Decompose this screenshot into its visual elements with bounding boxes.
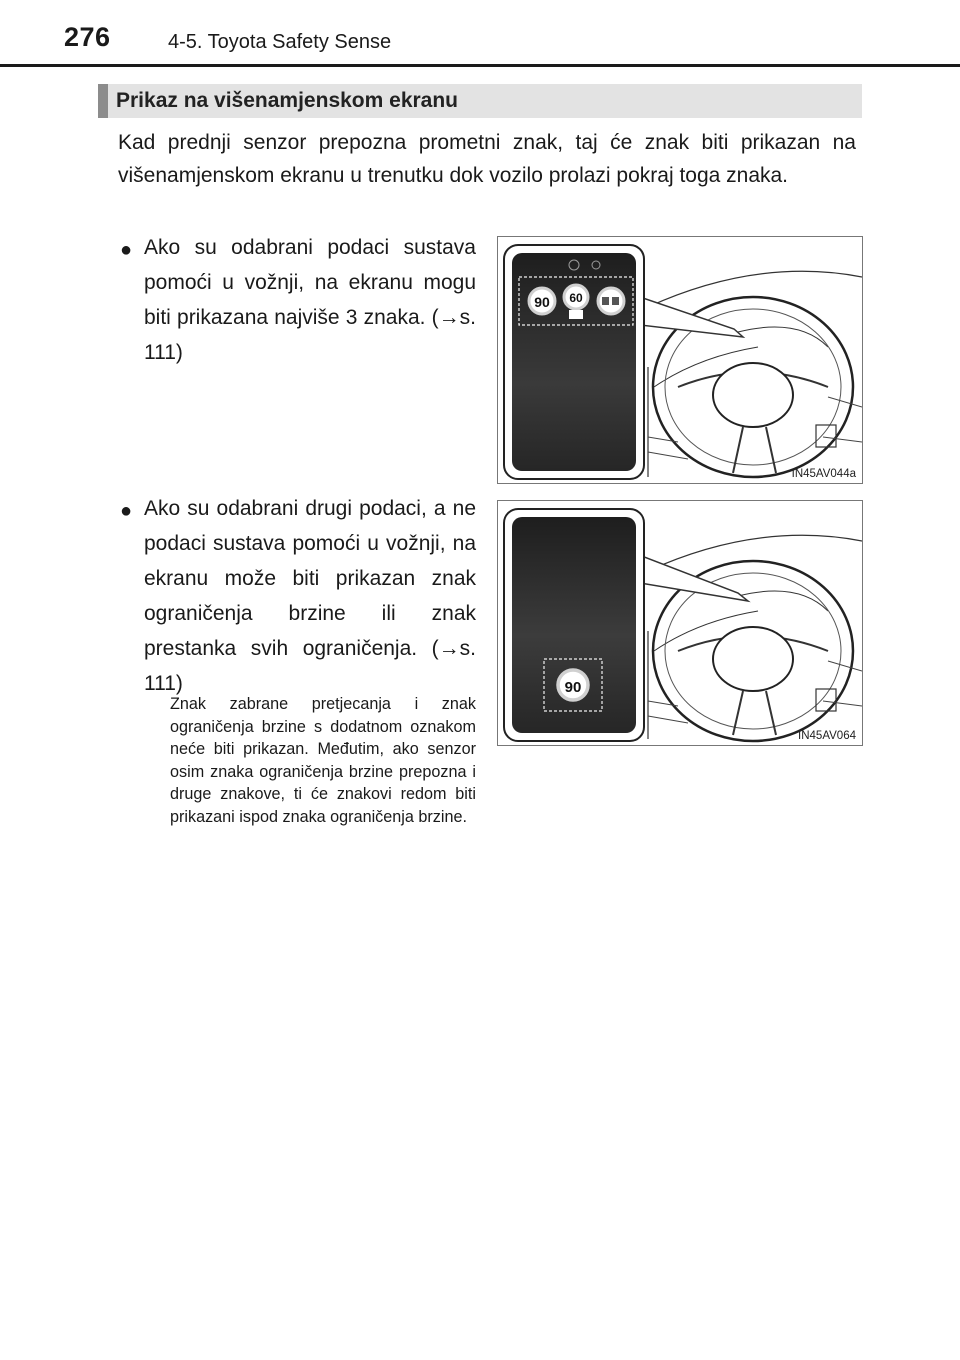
bullet-text-2: Ako su odabrani drugi podaci, a ne podaci sustava pomoći u vožnji, na ekranu može biti prikazan znak ograničenja brzine ili znak prestanka svih ograničenja. (→s. 111) — [144, 497, 476, 695]
cockpit-illustration-1 — [498, 237, 862, 483]
section-reference: 4-5. Toyota Safety Sense — [168, 31, 392, 53]
speed-sign-label: 90 — [534, 294, 550, 310]
note-paragraph: Znak zabrane pretjecanja i znak ograničenja brzine s dodatnom oznakom neće biti prikazan. Međutim, ako senzor osim znaka ograničenja brzine prepozna i druge znakove, ti će znakovi redom biti prikazani ispod znaka ograničenja brzine. — [170, 695, 476, 826]
figure-code: IN45AV044a — [791, 468, 856, 480]
bullet-text-1: Ako su odabrani podaci sustava pomoći u vožnji, na ekranu mogu biti prikazana najviše 3 znaka. (→s. 111) — [144, 236, 476, 364]
bullet-marker: ● — [120, 239, 133, 261]
figure-display-three-signs — [497, 236, 863, 484]
page-number: 276 — [64, 22, 111, 52]
bullet-marker: ● — [120, 500, 133, 522]
header-divider — [0, 64, 960, 67]
speed-sign-label: 90 — [564, 679, 582, 696]
no-overtaking-sign-icon — [598, 288, 624, 314]
intro-paragraph: Kad prednji senzor prepozna prometni znak, taj će znak biti prikazan na višenamjenskom ekranu u trenutku dok vozilo prolazi pokraj toga znaka. — [118, 131, 856, 187]
section-heading-bar — [98, 84, 108, 118]
cockpit-illustration-2 — [498, 501, 862, 745]
figure-display-single-sign — [497, 500, 863, 746]
speed-sign-label: 60 — [569, 291, 583, 305]
section-title: Prikaz na višenamjenskom ekranu — [116, 89, 458, 112]
figure-code: IN45AV064 — [798, 730, 856, 742]
section-heading — [98, 84, 862, 118]
